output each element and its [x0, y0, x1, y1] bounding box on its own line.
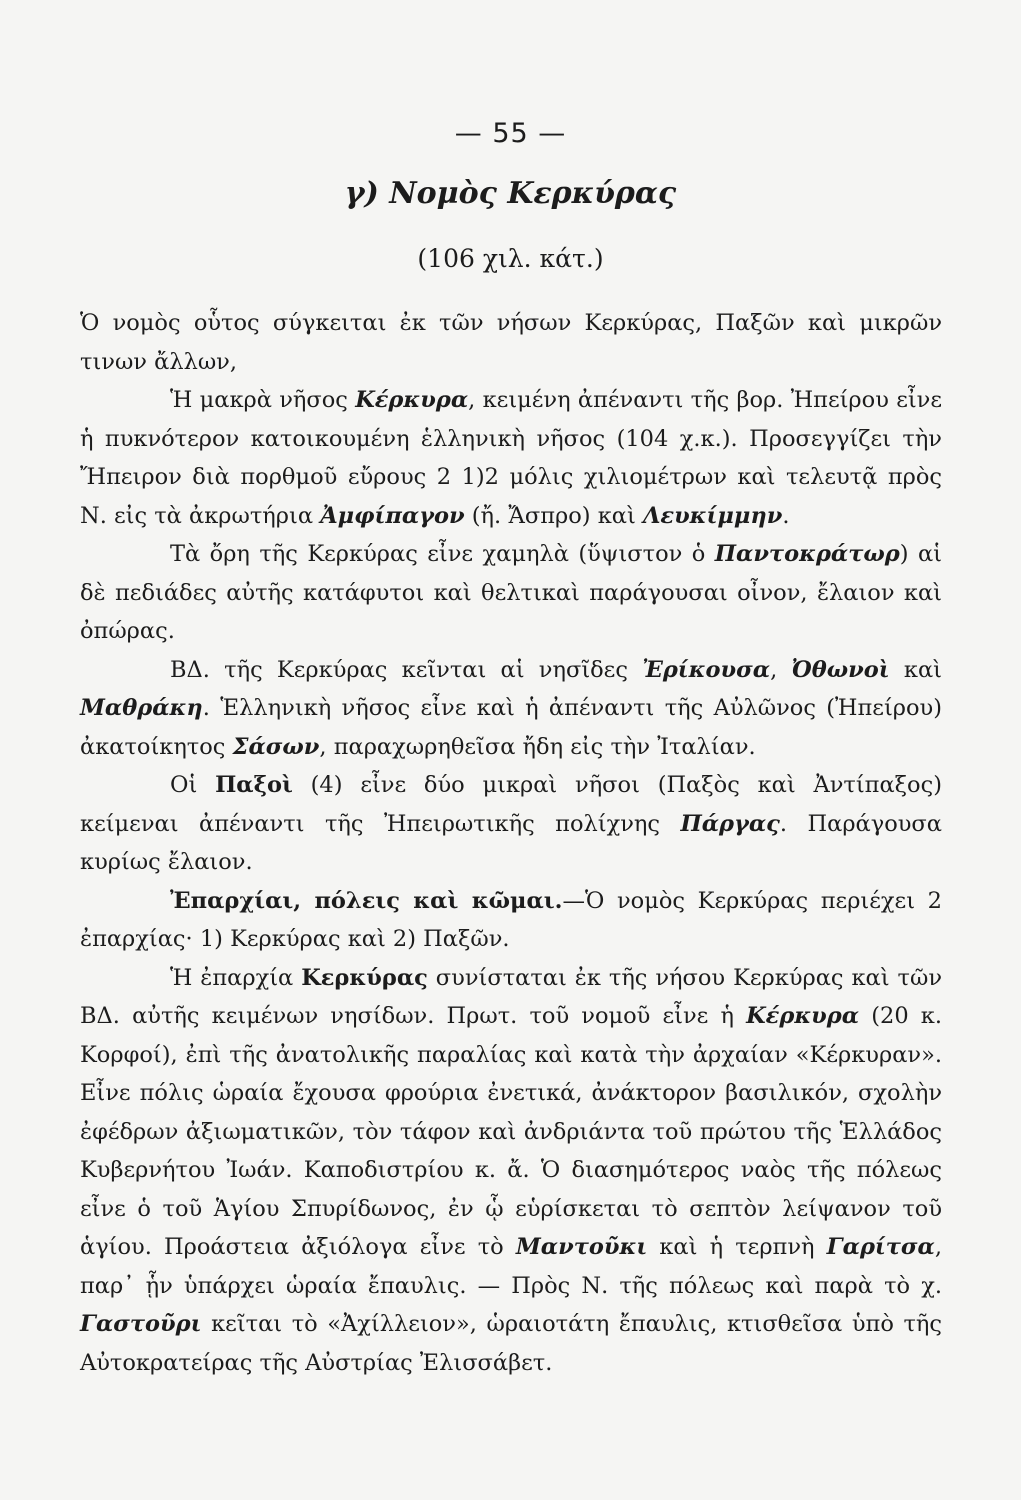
text-run: Οἱ: [170, 772, 216, 798]
text-run: Ὁ νομὸς οὗτος σύγκειται ἐκ τῶν νήσων Κερκύρας, Παξῶν καὶ μικρῶν τινων ἄλλων,: [80, 310, 942, 375]
paragraph: [80, 882, 942, 959]
text-run: (20 κ. Κορφοί), ἐπὶ τῆς ἀνατολικῆς παραλίας καὶ κατὰ τὴν ἀρχαίαν «Κέρκυραν». Εἶνε πόλις ὡραία ἔχουσα φρούρια ἐνετικά, ἀνάκτορον βασιλικόν, σχολὴν ἐφέδρων ἀξιωματικῶν, τὸν τάφον καὶ ἀνδριάντα τοῦ πρώτου τῆς Ἑλλάδος Κυβερνήτου Ἰωάν. Καποδιστρίου κ. ἄ. Ὁ διασημότερος ναὸς τῆς πόλεως εἶνε ὁ τοῦ Ἁγίου Σπυρίδωνος, ἐν ᾧ εὑρίσκεται τὸ σεπτὸν λείψανον τοῦ ἁγίου. Προάστεια ἀξιόλογα εἶνε τὸ: [80, 1003, 943, 1260]
text-run: ) αἱ δὲ πεδιάδες αὐτῆς κατάφυτοι καὶ θελτικαὶ παράγουσαι οἶνον, ἔλαιον καὶ ὀπώρας.: [80, 541, 942, 644]
paragraph: [80, 381, 942, 535]
paragraph: [80, 535, 942, 651]
text-run: . Παράγουσα κυρίως ἔλαιον.: [80, 810, 942, 875]
emphasized-term: Πάργας: [680, 810, 780, 837]
text-run: Τὰ ὄρη τῆς Κερκύρας εἶνε χαμηλὰ (ὕψιστον ὁ: [170, 541, 715, 567]
paragraph: [80, 651, 942, 767]
text-run: , παραχωρηθεῖσα ἤδη εἰς τὴν Ἰταλίαν.: [319, 733, 756, 760]
emphasized-term: Ἐπαρχίαι, πόλεις καὶ κῶμαι.: [170, 887, 563, 914]
text-run: .: [782, 502, 790, 529]
paragraph: [80, 959, 942, 1383]
area-note: (106 χιλ. κάτ.): [417, 244, 604, 273]
paragraph: [80, 304, 942, 381]
page-number: — 55 —: [454, 118, 567, 149]
text-run: —Ὁ νομὸς Κερκύρας περιέχει 2 ἐπαρχίας· 1) Κερκύρας καὶ 2) Παξῶν.: [80, 887, 942, 952]
text-run: Ἡ μακρὰ νῆσος: [170, 387, 356, 413]
text-run: . Ἑλληνικὴ νῆσος εἶνε καὶ ἡ ἀπέναντι τῆς Αὐλῶνος (Ἠπείρου) ἀκατοίκητος: [80, 695, 942, 760]
emphasized-term: Κέρκυρα: [355, 387, 469, 413]
text-run: ,: [770, 656, 792, 683]
paragraph: [80, 766, 942, 882]
emphasized-term: Παξοὶ: [215, 772, 293, 798]
emphasized-term: Γαρίτσα: [826, 1234, 935, 1260]
emphasized-term: Παντοκράτωρ: [714, 541, 900, 567]
text-run: ΒΔ. τῆς Κερκύρας κεῖνται αἱ νησῖδες: [170, 656, 643, 683]
section-heading: γ) Νομὸς Κερκύρας: [344, 176, 677, 211]
text-run: , κειμένη ἀπέναντι τῆς βορ. Ἠπείρου εἶνε ἡ πυκνότερον κατοικουμένη ἑλληνικὴ νῆσος (104 χ.κ.). Προσεγγίζει τὴν Ἤπειρον διὰ πορθμοῦ εὔρους 2 1)2 μόλις χιλιομέτρων καὶ τελευτᾷ πρὸς Ν. εἰς τὰ ἀκρωτήρια: [80, 387, 943, 529]
emphasized-term: Ἀμφίπαγον: [320, 502, 465, 529]
emphasized-term: Κέρκυρα: [746, 1003, 860, 1029]
emphasized-term: Λευκίμμην: [642, 502, 783, 529]
body-text: [80, 304, 942, 1382]
emphasized-term: Κερκύρας: [301, 964, 428, 991]
text-run: (ἤ. Ἄσπρο) καὶ: [464, 502, 643, 529]
text-run: , παρ᾽ ᾗν ὑπάρχει ὡραία ἔπαυλις. — Πρὸς Ν. τῆς πόλεως καὶ παρὰ τὸ χ.: [80, 1234, 942, 1299]
emphasized-term: Μαντοῦκι: [515, 1234, 648, 1260]
text-run: κεῖται τὸ «Ἀχίλλειον», ὡραιοτάτη ἔπαυλις, κτισθεῖσα ὑπὸ τῆς Αὐτοκρατείρας τῆς Αὐστρίας Ἐλισσάβετ.: [80, 1311, 942, 1376]
text-run: (4) εἶνε δύο μικραὶ νῆσοι (Παξὸς καὶ Ἀντίπαξος) κείμεναι ἀπέναντι τῆς Ἠπειρωτικῆς πολίχνης: [80, 772, 942, 837]
text-run: συνίσταται ἐκ τῆς νήσου Κερκύρας καὶ τῶν ΒΔ. αὐτῆς κειμένων νησίδων. Πρωτ. τοῦ νομοῦ εἶνε ἡ: [80, 964, 942, 1029]
text-run: καὶ ἡ τερπνὴ: [647, 1234, 827, 1260]
text-run: καὶ: [889, 656, 942, 683]
emphasized-term: Ὀθωνοὶ: [791, 656, 890, 683]
emphasized-term: Μαθράκη: [80, 695, 203, 721]
emphasized-term: Γαστοῦρι: [80, 1311, 202, 1337]
emphasized-term: Σάσων: [232, 733, 320, 760]
text-run: Ἡ ἐπαρχία: [170, 964, 302, 991]
emphasized-term: Ἐρίκουσα: [642, 656, 771, 683]
